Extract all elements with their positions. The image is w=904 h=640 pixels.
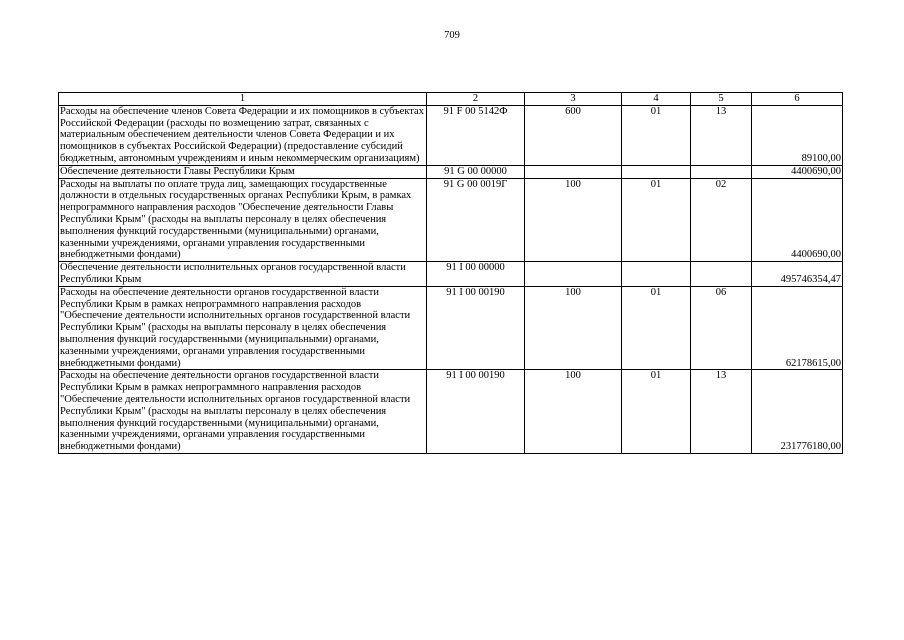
amount: 231776180,00	[752, 370, 843, 454]
subsection	[691, 262, 752, 287]
column-header: 4	[622, 93, 691, 106]
amount: 4400690,00	[752, 165, 843, 178]
expense-name: Расходы на выплаты по оплате труда лиц, замещающих государственные должности в отдельных государственных органах Республики Крым, в рамках непрограммного направления расходов "Обеспечение деятельности Главы Республики Крым" (расходы на выплаты персоналу в целях обеспечения выполнения функций государственными (муниципальными) органами, казенными учреждениями, органами управления государственными внебюджетными фондами)	[59, 178, 427, 262]
column-header: 1	[59, 93, 427, 106]
section: 01	[622, 370, 691, 454]
expense-name: Расходы на обеспечение членов Совета Федерации и их помощников в субъектах Российской Федерации (расходы по возмещению затрат, связанных с материальным обеспечением деятельности членов Совета Федерации и их помощников в субъектах Российской Федерации) (предоставление субсидий бюджетным, автономным учреждениям и иным некоммерческим организациям)	[59, 105, 427, 165]
expense-name: Обеспечение деятельности исполнительных органов государственной власти Республики Крым	[59, 262, 427, 287]
page-number: 709	[444, 30, 460, 41]
table-row	[59, 262, 843, 287]
amount: 4400690,00	[752, 178, 843, 262]
table-row	[59, 286, 843, 370]
section	[622, 165, 691, 178]
expense-type	[525, 165, 622, 178]
table-row	[59, 165, 843, 178]
expense-type: 100	[525, 286, 622, 370]
amount: 89100,00	[752, 105, 843, 165]
target-code: 91 G 00 00000	[427, 165, 525, 178]
column-header: 3	[525, 93, 622, 106]
subsection: 13	[691, 370, 752, 454]
amount: 495746354,47	[752, 262, 843, 287]
table-row	[59, 370, 843, 454]
expense-name: Расходы на обеспечение деятельности органов государственной власти Республики Крым в рамках непрограммного направления расходов "Обеспечение деятельности исполнительных органов государственной власти Республики Крым" (расходы на выплаты персоналу в целях обеспечения выполнения функций государственными (муниципальными) органами, казенными учреждениями, органами управления государственными внебюджетными фондами)	[59, 370, 427, 454]
target-code: 91 I 00 00000	[427, 262, 525, 287]
target-code: 91 F 00 5142Ф	[427, 105, 525, 165]
budget-table	[58, 92, 843, 454]
subsection: 13	[691, 105, 752, 165]
table-header-row	[59, 93, 843, 106]
section	[622, 262, 691, 287]
column-header: 2	[427, 93, 525, 106]
expense-type: 100	[525, 370, 622, 454]
subsection: 02	[691, 178, 752, 262]
target-code: 91 I 00 00190	[427, 286, 525, 370]
amount: 62178615,00	[752, 286, 843, 370]
section: 01	[622, 178, 691, 262]
subsection	[691, 165, 752, 178]
expense-type: 100	[525, 178, 622, 262]
column-header: 6	[752, 93, 843, 106]
expense-type	[525, 262, 622, 287]
subsection: 06	[691, 286, 752, 370]
expense-name: Расходы на обеспечение деятельности органов государственной власти Республики Крым в рамках непрограммного направления расходов "Обеспечение деятельности исполнительных органов государственной власти Республики Крым" (расходы на выплаты персоналу в целях обеспечения выполнения функций государственными (муниципальными) органами, казенными учреждениями, органами управления государственными внебюджетными фондами)	[59, 286, 427, 370]
section: 01	[622, 286, 691, 370]
section: 01	[622, 105, 691, 165]
table-row	[59, 105, 843, 165]
target-code: 91 I 00 00190	[427, 370, 525, 454]
target-code: 91 G 00 0019Г	[427, 178, 525, 262]
expense-name: Обеспечение деятельности Главы Республики Крым	[59, 165, 427, 178]
expense-type: 600	[525, 105, 622, 165]
table-row	[59, 178, 843, 262]
column-header: 5	[691, 93, 752, 106]
